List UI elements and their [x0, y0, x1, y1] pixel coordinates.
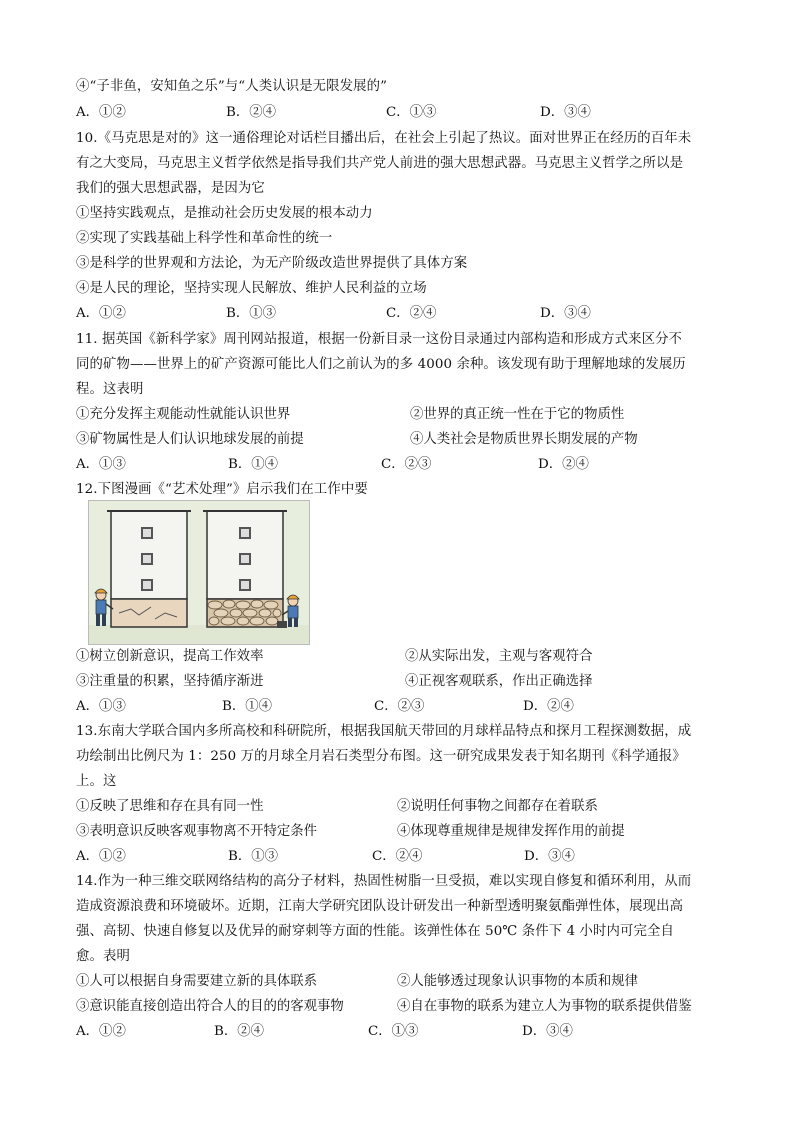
- q12-option-b: B．①④: [222, 699, 273, 714]
- q13-item-3: ③表明意识反映客观事物离不开特定条件: [76, 824, 318, 839]
- q12-item-1: ①树立创新意识，提高工作效率: [76, 649, 264, 664]
- q14-item-4: ④自在事物的联系为建立人为事物的联系提供借鉴: [397, 999, 692, 1014]
- q14-option-b: B．②④: [214, 1024, 265, 1039]
- q13-option-a: A．①②: [76, 849, 126, 864]
- prev-option-c: C．①③: [386, 105, 437, 120]
- q11-stem-line-1: 11. 据英国《新科学家》周刊网站报道，根据一份新目录一这份目录通过内部构造和形成方式来区分不: [76, 332, 683, 347]
- q14-stem-line-2: 造成资源浪费和环境破坏。近期，江南大学研究团队设计研发出一种新型透明聚氨酯弹性体，展现出高: [76, 899, 684, 914]
- q10-option-d: D．③④: [540, 306, 591, 321]
- q14-stem-line-4: 愈。表明: [76, 949, 130, 964]
- q13-item-1: ①反映了思维和存在具有同一性: [76, 799, 264, 814]
- q12-option-a: A．①③: [76, 699, 126, 714]
- q10-item-4: ④是人民的理论，坚持实现人民解放、维护人民利益的立场: [76, 281, 427, 296]
- q10-option-b: B．①③: [226, 306, 277, 321]
- prev-option-b: B．②④: [226, 105, 277, 120]
- q10-item-3: ③是科学的世界观和方法论，为无产阶级改造世界提供了具体方案: [76, 256, 468, 271]
- q14-stem-line-1: 14.作为一种三维交联网络结构的高分子材料，热固性树脂一旦受损，难以实现自修复和循环利用，从而: [76, 874, 692, 889]
- q10-stem-line-2: 有之大变局，马克思主义哲学依然是指导我们共产党人前进的强大思想武器。马克思主义哲学之所以是: [76, 156, 684, 171]
- q13-option-c: C．②④: [372, 849, 423, 864]
- q10-stem-line-3: 我们的强大思想武器，是因为它: [76, 181, 265, 196]
- q11-item-3: ③矿物属性是人们认识地球发展的前提: [76, 432, 304, 447]
- q12-option-d: D．②④: [523, 699, 574, 714]
- q11-stem-line-3: 程。这表明: [76, 382, 144, 397]
- q14-item-1: ①人可以根据自身需要建立新的具体联系: [76, 974, 318, 989]
- q14-option-d: D．③④: [522, 1024, 573, 1039]
- q10-option-c: C．②④: [386, 306, 437, 321]
- q10-item-1: ①坚持实践观点，是推动社会历史发展的根本动力: [76, 206, 373, 221]
- q13-item-4: ④体现尊重规律是规律发挥作用的前提: [397, 824, 625, 839]
- q12-item-4: ④正视客观联系，作出正确选择: [405, 674, 593, 689]
- q11-stem-line-2: 同的矿物——世界上的矿产资源可能比人们之前认为的多 4000 余种。该发现有助于理解地球的发展历: [76, 357, 686, 372]
- q14-stem-line-3: 强、高韧、快速自修复以及优异的耐穿刺等方面的性能。该弹性体在 50℃ 条件下 4 小时内可完全自: [76, 924, 674, 939]
- q10-item-2: ②实现了实践基础上科学性和革命性的统一: [76, 231, 333, 246]
- q12-stem: 12.下图漫画《“艺术处理”》启示我们在工作中要: [76, 482, 368, 497]
- prev-option-a: A．①②: [76, 105, 126, 120]
- q11-item-2: ②世界的真正统一性在于它的物质性: [410, 407, 625, 422]
- q14-item-2: ②人能够透过现象认识事物的本质和规律: [397, 974, 639, 989]
- q11-option-c: C．②③: [381, 457, 432, 472]
- q11-item-1: ①充分发挥主观能动性就能认识世界: [76, 407, 291, 422]
- q11-item-4: ④人类社会是物质世界长期发展的产物: [410, 432, 638, 447]
- q11-option-b: B．①④: [228, 457, 279, 472]
- q11-option-d: D．②④: [538, 457, 589, 472]
- prev-option-d: D．③④: [540, 105, 591, 120]
- q13-option-b: B．①③: [228, 849, 279, 864]
- cartoon-buildings-image: [88, 500, 310, 645]
- q13-stem-line-3: 上。这: [76, 774, 117, 789]
- q13-stem-line-1: 13.东南大学联合国内多所高校和科研院所，根据我国航天带回的月球样品特点和探月工程探测数据，成: [76, 724, 692, 739]
- q13-stem-line-2: 功绘制出比例尺为 1：250 万的月球全月岩石类型分布图。这一研究成果发表于知名期刊《科学通报》: [76, 749, 686, 764]
- q14-item-3: ③意识能直接创造出符合人的目的的客观事物: [76, 999, 344, 1014]
- q10-stem-line-1: 10.《马克思是对的》这一通俗理论对话栏目播出后，在社会上引起了热议。面对世界正在经历的百年未: [76, 131, 692, 146]
- q12-option-c: C．②③: [374, 699, 425, 714]
- q11-option-a: A．①③: [76, 457, 126, 472]
- q14-option-c: C．①③: [368, 1024, 419, 1039]
- q12-item-3: ③注重量的积累，坚持循序渐进: [76, 674, 264, 689]
- prev-item-4: ④“子非鱼，安知鱼之乐”与“人类认识是无限发展的”: [76, 79, 388, 94]
- q13-option-d: D．③④: [524, 849, 575, 864]
- q10-option-a: A．①②: [76, 306, 126, 321]
- q12-item-2: ②从实际出发，主观与客观符合: [405, 649, 593, 664]
- q13-item-2: ②说明任何事物之间都存在着联系: [397, 799, 598, 814]
- q14-option-a: A．①②: [76, 1024, 126, 1039]
